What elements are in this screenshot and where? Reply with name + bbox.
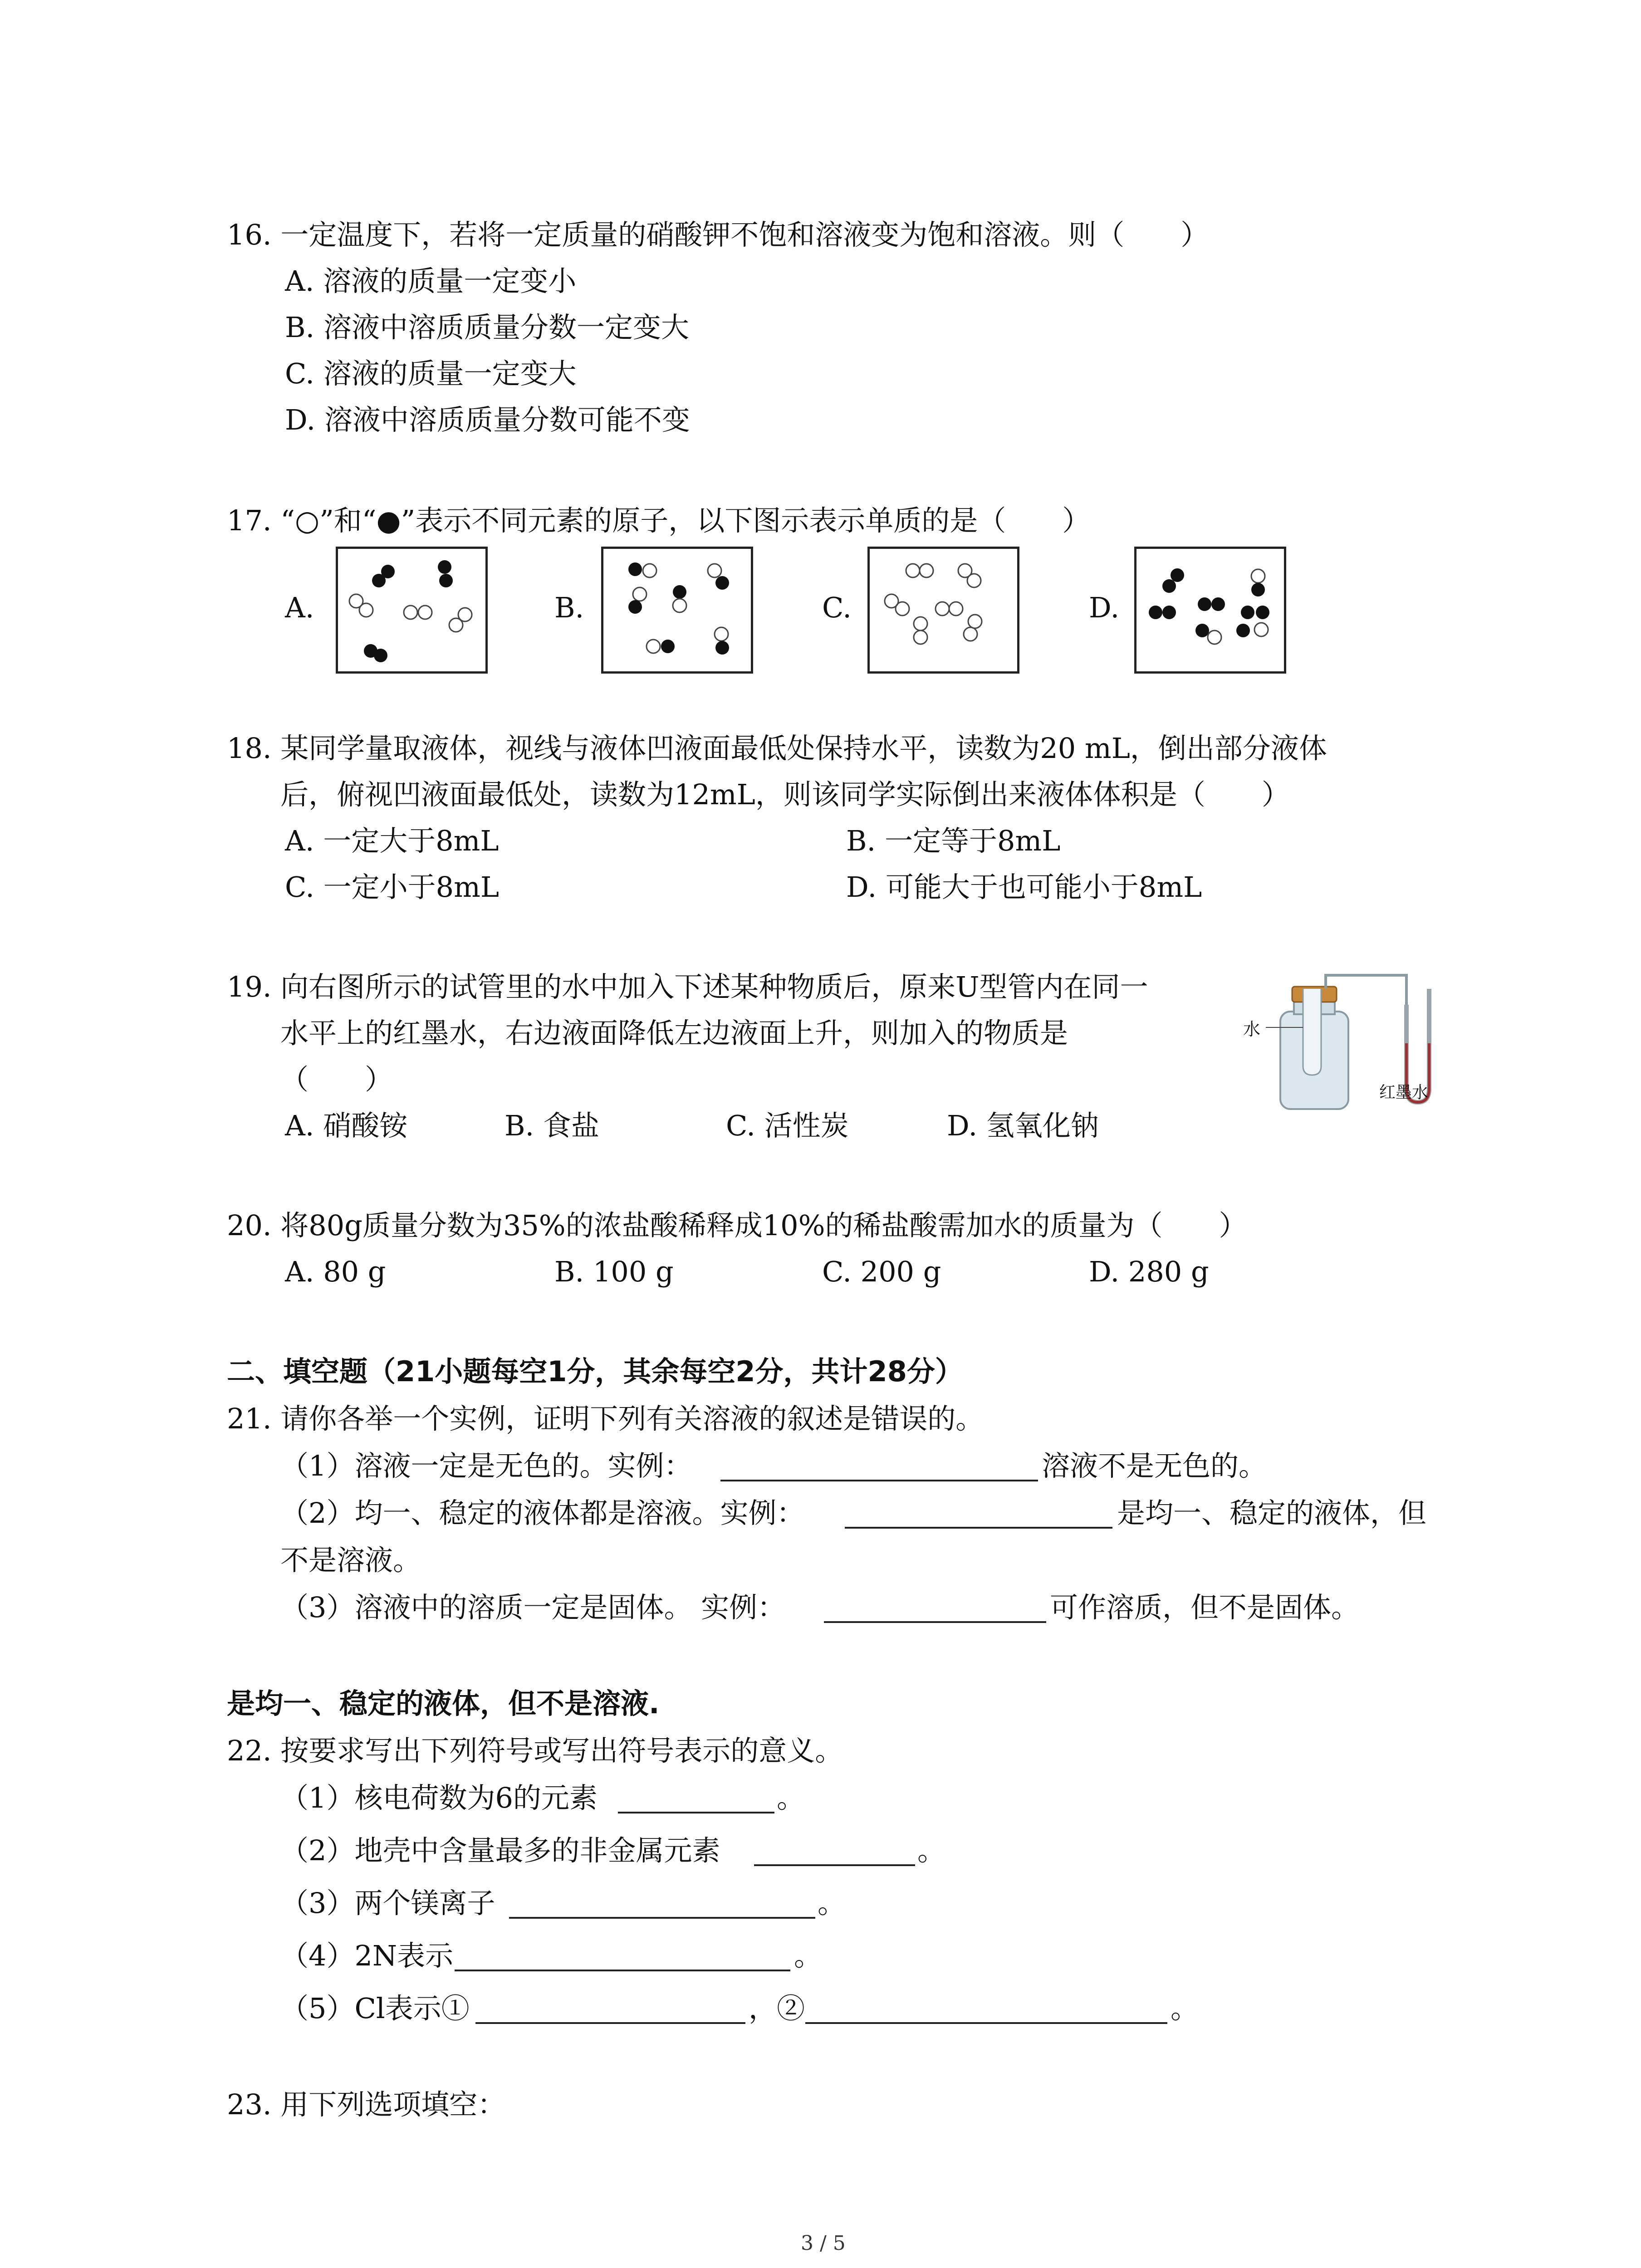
molecule-diagram-a — [338, 549, 485, 671]
q20-option-b: B. 100 g — [554, 1255, 674, 1288]
q17-option-a: A. — [285, 591, 314, 624]
q21-part2-suffix: 是均一、稳定的液体，但 — [1117, 1496, 1427, 1530]
q17-option-c: C. — [822, 591, 852, 624]
q17-stem: 17. “○”和“●”表示不同元素的原子，以下图示表示单质的是（ ） — [227, 504, 1091, 537]
q18-option-c: C. 一定小于8mL — [285, 870, 500, 904]
q19-option-d: D. 氢氧化钠 — [947, 1109, 1099, 1142]
q21-part1-prompt: （1）溶液一定是无色的。实例： — [280, 1449, 692, 1482]
stray-answer-line: 是均一、稳定的液体，但不是溶液. — [227, 1687, 660, 1720]
q20-option-a: A. 80 g — [285, 1255, 386, 1288]
q22-part1-answer-blank[interactable] — [618, 1812, 774, 1813]
q22-stem: 22. 按要求写出下列符号或写出符号表示的意义。 — [227, 1734, 843, 1767]
q19-line-3: （ ） — [280, 1063, 393, 1096]
q17-diagram-a — [336, 547, 488, 674]
q22-part3-end: 。 — [818, 1887, 846, 1920]
q21-stem: 21. 请你各举一个实例，证明下列有关溶液的叙述是错误的。 — [227, 1402, 984, 1435]
molecule-diagram-c — [870, 549, 1017, 671]
q22-part2-end: 。 — [917, 1834, 946, 1867]
q21-part2-answer-blank[interactable] — [845, 1527, 1112, 1529]
q20-option-d: D. 280 g — [1089, 1255, 1209, 1288]
q22-part1-prompt: （1）核电荷数为6的元素 — [280, 1781, 598, 1814]
q22-part2-prompt: （2）地壳中含量最多的非金属元素 — [280, 1834, 720, 1867]
q19-option-b: B. 食盐 — [505, 1109, 599, 1142]
q16-option-c: C. 溶液的质量一定变大 — [285, 357, 577, 390]
q19-line-2: 水平上的红墨水，右边液面降低左边液面上升，则加入的物质是 — [280, 1017, 1068, 1050]
q22-part3-answer-blank[interactable] — [509, 1917, 815, 1919]
q17-diagram-d — [1134, 547, 1286, 674]
q22-part2-answer-blank[interactable] — [754, 1864, 915, 1866]
figure-label-water: 水 — [1243, 1019, 1261, 1039]
q21-part2-continued: 不是溶液。 — [280, 1544, 421, 1577]
q22-part5-separator: ，② — [749, 1992, 805, 2025]
q19-option-a: A. 硝酸铵 — [285, 1109, 408, 1142]
q22-part5-end: 。 — [1171, 1992, 1199, 2025]
q22-part4-answer-blank[interactable] — [455, 1970, 790, 1971]
page-number: 3 / 5 — [801, 2232, 846, 2255]
figure-label-red-ink: 红墨水 — [1379, 1083, 1429, 1102]
q22-part4-end: 。 — [794, 1939, 823, 1972]
q21-part3-suffix: 可作溶质，但不是固体。 — [1050, 1591, 1360, 1624]
q16-option-d: D. 溶液中溶质质量分数可能不变 — [285, 403, 690, 436]
q21-part1-suffix: 溶液不是无色的。 — [1042, 1449, 1267, 1482]
q19-apparatus-figure — [1243, 962, 1461, 1116]
q22-part5-answer-blank-1[interactable] — [475, 2022, 745, 2024]
q17-diagram-c — [867, 547, 1019, 674]
q23-stem: 23. 用下列选项填空： — [227, 2088, 506, 2121]
molecule-diagram-d — [1136, 549, 1284, 671]
section-2-heading: 二、填空题（21小题每空1分，其余每空2分，共计28分） — [227, 1355, 963, 1388]
q16-option-b: B. 溶液中溶质质量分数一定变大 — [285, 311, 689, 344]
q21-part2-prompt: （2）均一、稳定的液体都是溶液。实例： — [280, 1496, 805, 1530]
q20-option-c: C. 200 g — [822, 1255, 941, 1288]
q22-part3-prompt: （3）两个镁离子 — [280, 1887, 495, 1920]
q16-option-a: A. 溶液的质量一定变小 — [285, 264, 577, 298]
q21-part1-answer-blank[interactable] — [720, 1480, 1038, 1481]
q22-part4-prompt: （4）2N表示 — [280, 1939, 454, 1972]
q22-part5-answer-blank-2[interactable] — [805, 2022, 1167, 2024]
q19-option-c: C. 活性炭 — [726, 1109, 849, 1142]
q21-part3-prompt: （3）溶液中的溶质一定是固体。 实例： — [280, 1591, 786, 1624]
q22-part5-prompt: （5）Cl表示① — [280, 1992, 470, 2025]
q20-stem: 20. 将80g质量分数为35%的浓盐酸稀释成10%的稀盐酸需加水的质量为（ ） — [227, 1209, 1247, 1242]
q18-option-a: A. 一定大于8mL — [285, 824, 499, 857]
q17-option-d: D. — [1089, 591, 1120, 624]
q18-option-b: B. 一定等于8mL — [846, 824, 1061, 857]
q18-option-d: D. 可能大于也可能小于8mL — [846, 870, 1202, 904]
q21-part3-answer-blank[interactable] — [824, 1621, 1046, 1623]
molecule-diagram-b — [603, 549, 751, 671]
q22-part1-end: 。 — [777, 1781, 805, 1814]
q17-diagram-b — [601, 547, 753, 674]
q16-stem: 16. 一定温度下，若将一定质量的硝酸钾不饱和溶液变为饱和溶液。则（ ） — [227, 218, 1209, 251]
q19-line-1: 19. 向右图所示的试管里的水中加入下述某种物质后，原来U型管内在同一 — [227, 970, 1148, 1003]
q18-line-2: 后，俯视凹液面最低处，读数为12mL，则该同学实际倒出来液体体积是（ ） — [280, 778, 1290, 811]
q18-line-1: 18. 某同学量取液体，视线与液体凹液面最低处保持水平，读数为20 mL，倒出部分液体 — [227, 732, 1327, 765]
q17-option-b: B. — [554, 591, 584, 624]
